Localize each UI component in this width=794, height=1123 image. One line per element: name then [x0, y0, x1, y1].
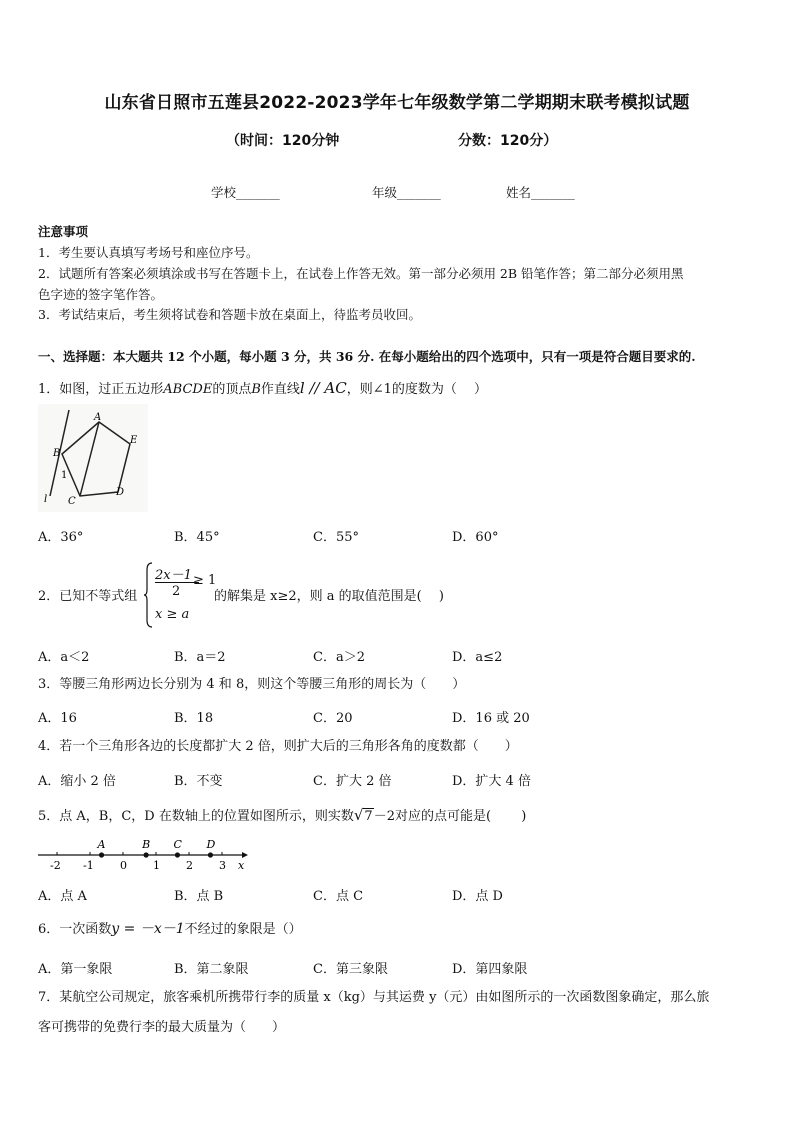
fraction-denominator: 2 [172, 584, 181, 599]
question-1-option-a[interactable]: A．36° [38, 530, 84, 545]
notice-item: 3．考试结束后，考生须将试卷和答题卡放在桌面上，待监考员收回。 [38, 307, 421, 322]
notice-item: 2．试题所有答案必须填涂或书写在答题卡上，在试卷上作答无效。第一部分必须用 2B 铅笔作答；第二部分必须用黑 [38, 266, 684, 281]
ge-one: ≥ 1 [193, 573, 217, 588]
label-d: D [116, 487, 125, 498]
question-4-option-a[interactable]: A．缩小 2 倍 [38, 774, 116, 789]
question-6-option-b[interactable]: B．第二象限 [174, 962, 249, 977]
fraction-numerator: 2x－1 [155, 568, 192, 583]
number-line [36, 833, 256, 873]
grade-field[interactable]: 年级_______ [372, 185, 441, 200]
question-1-stem: 1．如图，过正五边形ABCDE的顶点B作直线l // AC，则∠1的度数为（ ） [38, 379, 487, 397]
question-3-stem: 3．等腰三角形两边长分别为 4 和 8，则这个等腰三角形的周长为（ ） [38, 677, 466, 692]
question-7-stem-line-1: 7．某航空公司规定，旅客乘机所携带行李的质量 x（kg）与其运费 y（元）由如图所示的一次函数图象确定，那么旅 [38, 990, 710, 1005]
label-a: A [94, 412, 102, 423]
point-c [175, 852, 180, 857]
brace-icon [144, 562, 154, 628]
label-line-l: l [44, 494, 48, 505]
question-1-option-b[interactable]: B．45° [174, 530, 220, 545]
point-label-b: B [142, 838, 151, 851]
notice-item: 1．考生要认真填写考场号和座位序号。 [38, 245, 259, 260]
point-label-c: C [173, 838, 182, 851]
question-1-option-c[interactable]: C．55° [313, 530, 359, 545]
pentagon-figure [38, 404, 148, 512]
label-e: E [130, 435, 138, 446]
label-b: B [53, 448, 61, 459]
question-2-option-c[interactable]: C．a＞2 [313, 650, 365, 665]
question-6-stem: 6．一次函数y = －x－1不经过的象限是（） [38, 921, 302, 937]
school-field[interactable]: 学校_______ [211, 185, 280, 200]
label-angle-1: 1 [61, 470, 68, 481]
point-a [99, 852, 104, 857]
question-6-option-d[interactable]: D．第四象限 [452, 962, 528, 977]
question-1-option-d[interactable]: D．60° [452, 530, 499, 545]
axis-tick-label: 2 [186, 859, 193, 872]
question-2-option-a[interactable]: A．a＜2 [38, 650, 90, 665]
point-label-a: A [97, 838, 106, 851]
question-6-option-c[interactable]: C．第三象限 [313, 962, 388, 977]
question-4-stem: 4．若一个三角形各边的长度都扩大 2 倍，则扩大后的三角形各角的度数都（ ） [38, 739, 518, 754]
axis-tick-label: -2 [50, 859, 61, 872]
question-2-stem-pre: 2．已知不等式组 [38, 589, 138, 604]
axis-tick-label: 3 [219, 859, 226, 872]
question-2-option-b[interactable]: B．a＝2 [174, 650, 226, 665]
question-5-option-c[interactable]: C．点 C [313, 889, 364, 904]
question-4-option-c[interactable]: C．扩大 2 倍 [313, 774, 392, 789]
point-b [144, 852, 149, 857]
question-4-option-d[interactable]: D．扩大 4 倍 [452, 774, 531, 789]
question-5-option-a[interactable]: A．点 A [38, 889, 87, 904]
point-label-d: D [206, 838, 216, 851]
axis-tick-label: 1 [153, 859, 160, 872]
question-2-stem-post: 的解集是 x≥2，则 a 的取值范围是( ) [214, 589, 444, 604]
axis-tick-label: 0 [120, 859, 127, 872]
section-heading: 一、选择题：本大题共 12 个小题，每小题 3 分，共 36 分. 在每小题给出的四个选项中，只有一项是符合题目要求的. [38, 349, 696, 364]
axis-tick-label: -1 [83, 859, 94, 872]
inequality-row-2: x ≥ a [155, 607, 190, 622]
question-3-option-c[interactable]: C．20 [313, 711, 353, 726]
axis-x-label: x [238, 859, 245, 872]
inequality-system [144, 562, 216, 630]
question-5-stem: 5．点 A，B，C，D 在数轴上的位置如图所示，则实数√7－2对应的点可能是( ) [38, 806, 527, 824]
question-4-option-b[interactable]: B．不变 [174, 774, 223, 789]
question-6-option-a[interactable]: A．第一象限 [38, 962, 113, 977]
axis-arrow-icon [242, 852, 248, 858]
page-title: 山东省日照市五莲县2022-2023学年七年级数学第二学期期末联考模拟试题 [104, 93, 690, 113]
name-field[interactable]: 姓名_______ [506, 185, 575, 200]
question-5-option-b[interactable]: B．点 B [174, 889, 224, 904]
question-3-option-a[interactable]: A．16 [38, 711, 77, 726]
question-2-option-d[interactable]: D．a≤2 [452, 650, 503, 665]
point-d [208, 852, 213, 857]
question-5-option-d[interactable]: D．点 D [452, 889, 503, 904]
question-7-stem-line-2: 客可携带的免费行李的最大质量为（ ） [38, 1020, 286, 1035]
exam-score: 分数：120分） [458, 133, 558, 149]
exam-time: （时间：120分钟 [226, 133, 340, 149]
notice-heading: 注意事项 [38, 224, 89, 239]
notice-item: 色字迹的签字笔作答。 [38, 287, 164, 302]
question-3-option-b[interactable]: B．18 [174, 711, 214, 726]
label-c: C [68, 496, 76, 507]
question-3-option-d[interactable]: D．16 或 20 [452, 711, 530, 726]
